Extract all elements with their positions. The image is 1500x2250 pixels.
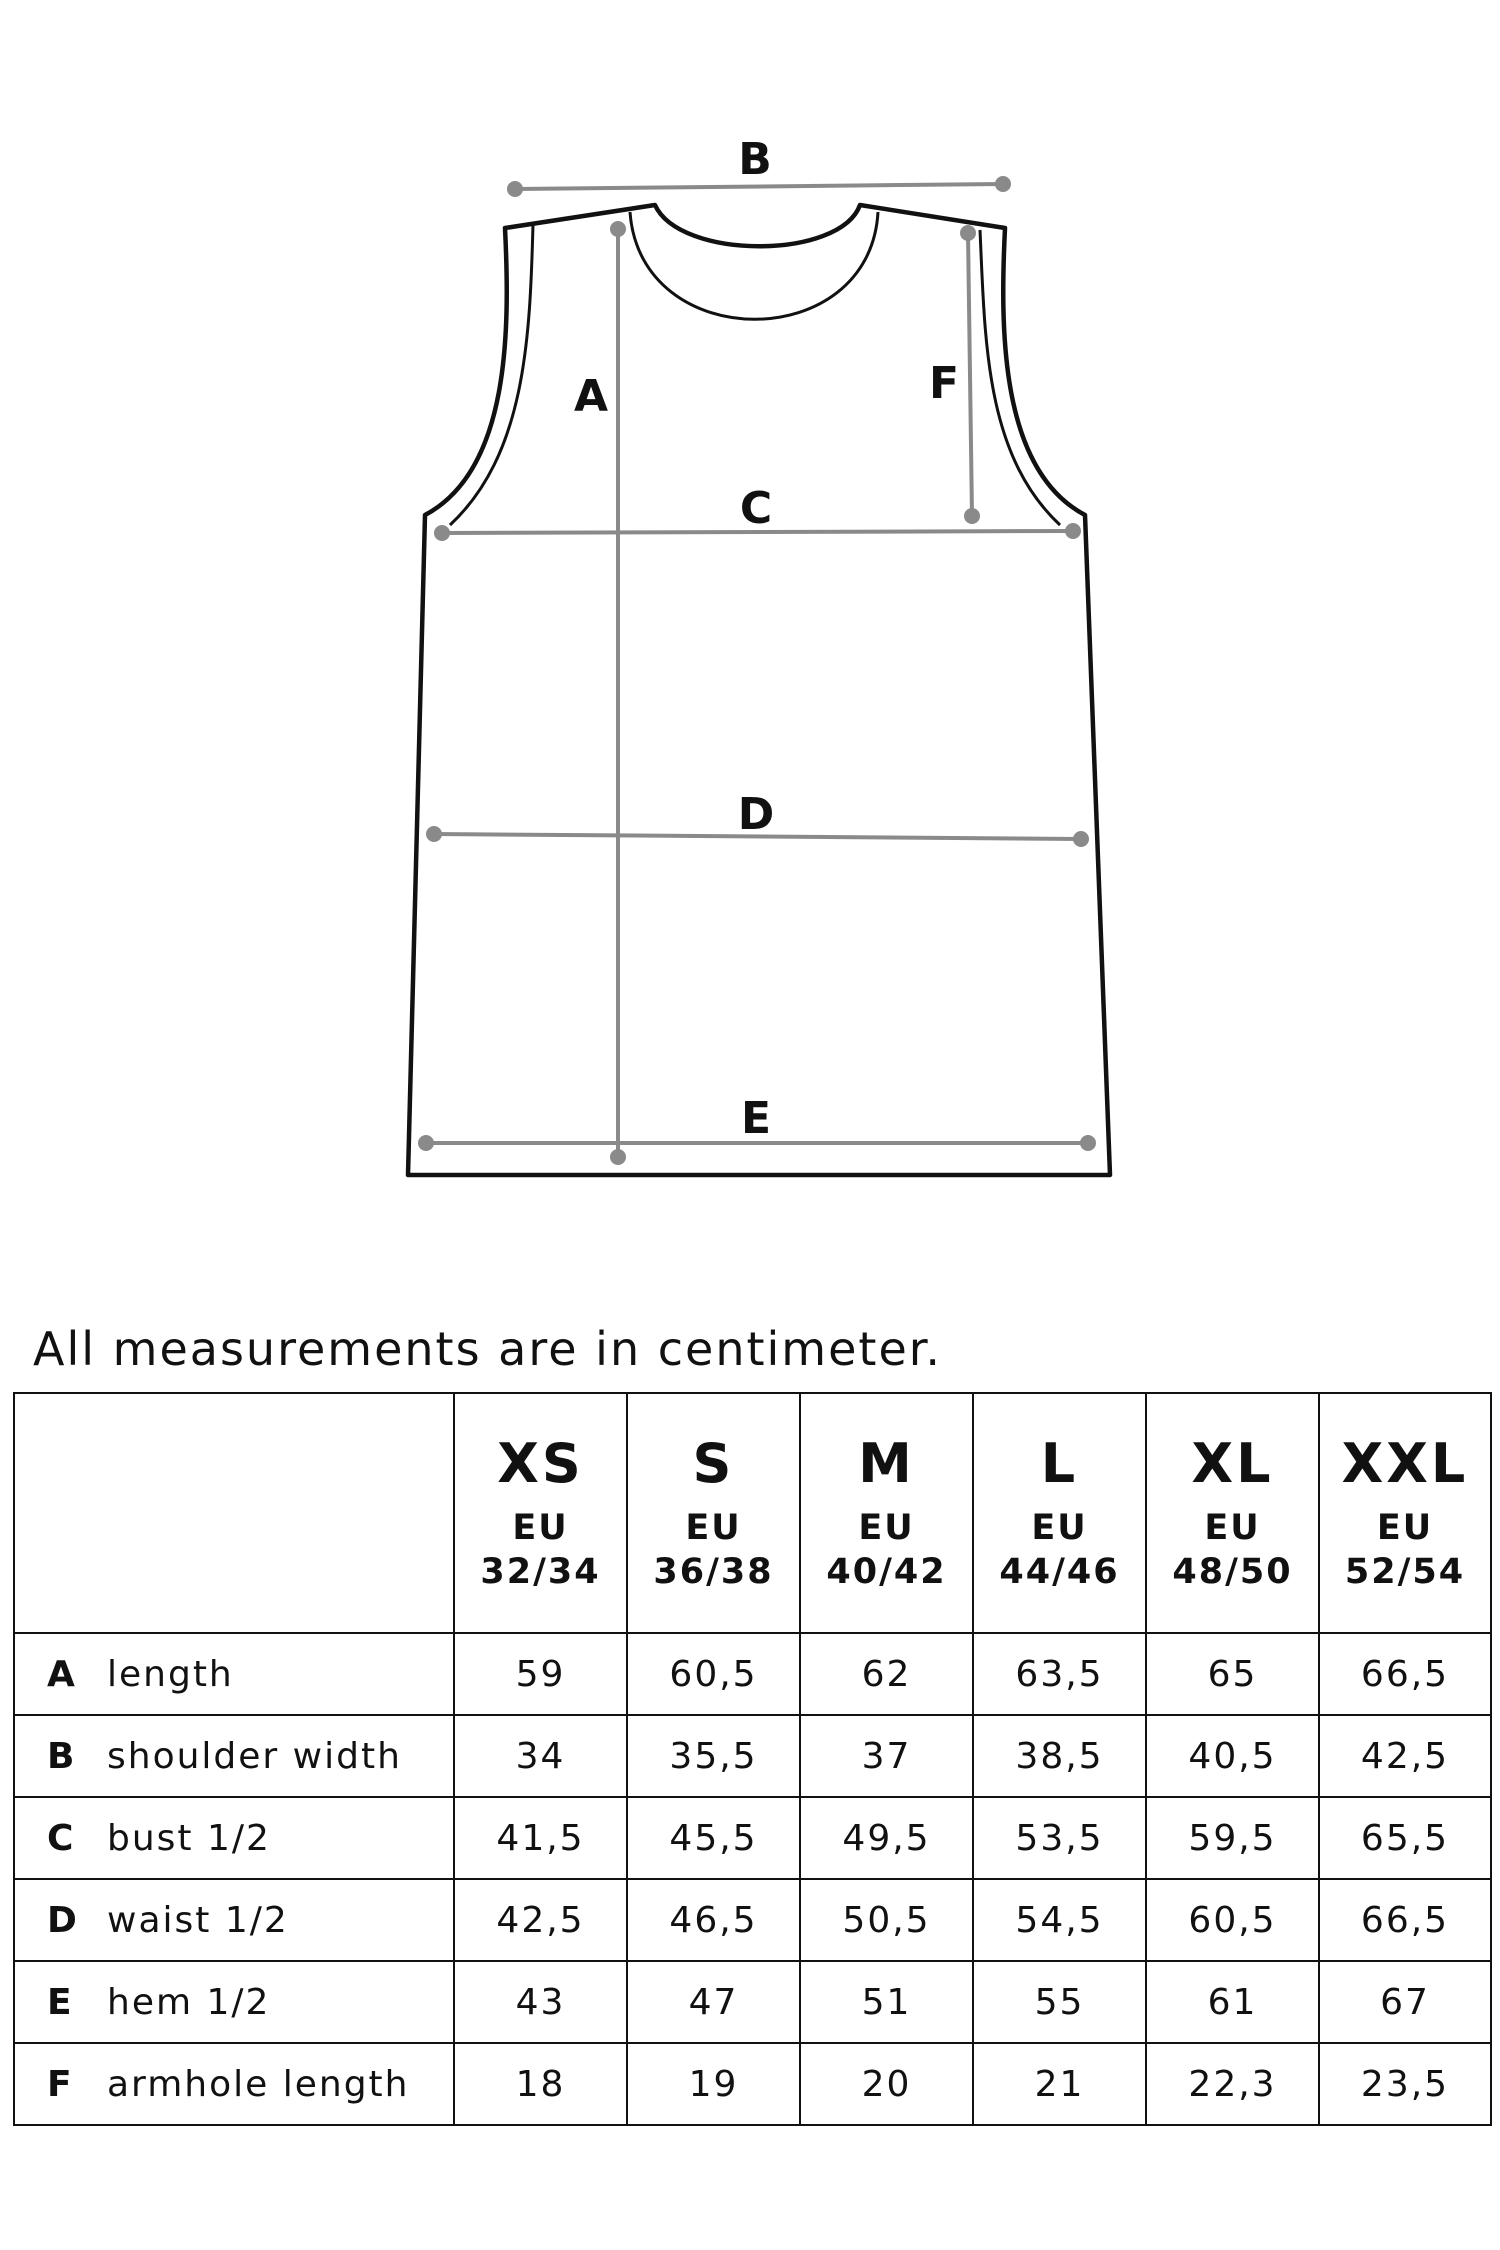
table-cell: 50,5 xyxy=(800,1879,973,1961)
row-label xyxy=(14,1797,454,1879)
table-cell: 67 xyxy=(1319,1961,1491,2043)
table-cell: 19 xyxy=(627,2043,800,2125)
table-cell: 65 xyxy=(1146,1633,1319,1715)
measure-label-b: B xyxy=(738,134,772,185)
measure-label-e: E xyxy=(740,1093,772,1144)
table-row-f xyxy=(14,2043,1491,2125)
measure-dot xyxy=(434,525,450,541)
table-cell: 35,5 xyxy=(627,1715,800,1797)
size-name: S xyxy=(692,1432,735,1495)
measure-dot xyxy=(610,1149,626,1165)
measure-dot xyxy=(995,176,1011,192)
measure-label-f: F xyxy=(928,358,960,409)
table-cell: 41,5 xyxy=(454,1797,627,1879)
size-header-m xyxy=(800,1393,973,1633)
size-header-l xyxy=(973,1393,1146,1633)
measure-label-a: A xyxy=(573,371,609,422)
measure-label-d: D xyxy=(737,789,775,840)
size-eu-range: 40/42 xyxy=(826,1552,947,1592)
table-cell: 37 xyxy=(800,1715,973,1797)
row-label xyxy=(14,1633,454,1715)
size-name: XS xyxy=(497,1432,584,1495)
row-label xyxy=(14,1715,454,1797)
table-cell: 23,5 xyxy=(1319,2043,1491,2125)
row-label-text: shoulder width xyxy=(107,1735,402,1777)
row-code: C xyxy=(47,1817,76,1859)
size-eu-prefix: EU xyxy=(1031,1508,1088,1548)
size-header-xs xyxy=(454,1393,627,1633)
table-cell: 59 xyxy=(454,1633,627,1715)
size-eu-range: 44/46 xyxy=(999,1552,1120,1592)
row-label-text: hem 1/2 xyxy=(107,1981,271,2023)
table-cell: 61 xyxy=(1146,1961,1319,2043)
size-eu-prefix: EU xyxy=(858,1508,915,1548)
table-cell: 47 xyxy=(627,1961,800,2043)
size-eu-range: 52/54 xyxy=(1344,1552,1466,1592)
measure-dot xyxy=(610,221,626,237)
table-cell: 60,5 xyxy=(627,1633,800,1715)
size-eu-prefix: EU xyxy=(1376,1508,1434,1548)
measure-dot xyxy=(507,181,523,197)
table-cell: 66,5 xyxy=(1319,1879,1491,1961)
size-eu-prefix: EU xyxy=(1204,1508,1261,1548)
size-header-xl xyxy=(1146,1393,1319,1633)
header-empty-cell xyxy=(14,1393,454,1633)
row-code: D xyxy=(47,1899,79,1941)
table-cell: 65,5 xyxy=(1319,1797,1491,1879)
size-chart-table xyxy=(13,1392,1492,2126)
table-cell: 22,3 xyxy=(1146,2043,1319,2125)
table-cell: 38,5 xyxy=(973,1715,1146,1797)
measure-dot xyxy=(426,826,442,842)
measure-dot xyxy=(418,1135,434,1151)
table-row-e xyxy=(14,1961,1491,2043)
table-cell: 54,5 xyxy=(973,1879,1146,1961)
measure-dot xyxy=(960,225,976,241)
table-cell: 63,5 xyxy=(973,1633,1146,1715)
row-label xyxy=(14,1961,454,2043)
table-cell: 40,5 xyxy=(1146,1715,1319,1797)
size-name: L xyxy=(1040,1432,1079,1495)
row-code: E xyxy=(47,1981,74,2023)
garment-outline xyxy=(408,205,1110,1175)
table-row-c xyxy=(14,1797,1491,1879)
size-header-row xyxy=(14,1393,1491,1633)
table-row-b xyxy=(14,1715,1491,1797)
size-eu-prefix: EU xyxy=(512,1508,569,1548)
size-eu-range: 36/38 xyxy=(653,1552,774,1592)
size-eu-range: 32/34 xyxy=(480,1552,601,1592)
measurement-note: All measurements are in centimeter. xyxy=(33,1322,943,1376)
size-name: XXL xyxy=(1341,1432,1469,1495)
table-cell: 59,5 xyxy=(1146,1797,1319,1879)
measure-dot xyxy=(964,508,980,524)
table-cell: 45,5 xyxy=(627,1797,800,1879)
table-row-a xyxy=(14,1633,1491,1715)
size-name: XL xyxy=(1191,1432,1274,1495)
table-cell: 55 xyxy=(973,1961,1146,2043)
row-code: F xyxy=(47,2063,74,2105)
row-code: B xyxy=(47,1735,77,1777)
table-cell: 42,5 xyxy=(454,1879,627,1961)
table-cell: 42,5 xyxy=(1319,1715,1491,1797)
measure-dot xyxy=(1080,1135,1096,1151)
table-cell: 49,5 xyxy=(800,1797,973,1879)
size-eu-range: 48/50 xyxy=(1172,1552,1293,1592)
table-cell: 46,5 xyxy=(627,1879,800,1961)
row-label-text: length xyxy=(107,1653,234,1695)
row-code: A xyxy=(47,1653,77,1695)
table-cell: 51 xyxy=(800,1961,973,2043)
table-row-d xyxy=(14,1879,1491,1961)
row-label-text: bust 1/2 xyxy=(107,1817,271,1859)
row-label-text: armhole length xyxy=(107,2063,410,2105)
size-eu-prefix: EU xyxy=(685,1508,742,1548)
measure-line-f xyxy=(968,233,972,516)
table-cell: 53,5 xyxy=(973,1797,1146,1879)
measure-dot xyxy=(1073,831,1089,847)
row-label-text: waist 1/2 xyxy=(107,1899,289,1941)
table-cell: 66,5 xyxy=(1319,1633,1491,1715)
measure-dot xyxy=(1065,523,1081,539)
table-cell: 21 xyxy=(973,2043,1146,2125)
table-cell: 43 xyxy=(454,1961,627,2043)
table-cell: 20 xyxy=(800,2043,973,2125)
size-header-xxl xyxy=(1319,1393,1491,1633)
table-cell: 18 xyxy=(454,2043,627,2125)
size-header-s xyxy=(627,1393,800,1633)
table-cell: 62 xyxy=(800,1633,973,1715)
measure-label-c: C xyxy=(739,483,773,534)
table-cell: 60,5 xyxy=(1146,1879,1319,1961)
row-label xyxy=(14,1879,454,1961)
size-name: M xyxy=(858,1432,915,1495)
row-label xyxy=(14,2043,454,2125)
table-cell: 34 xyxy=(454,1715,627,1797)
